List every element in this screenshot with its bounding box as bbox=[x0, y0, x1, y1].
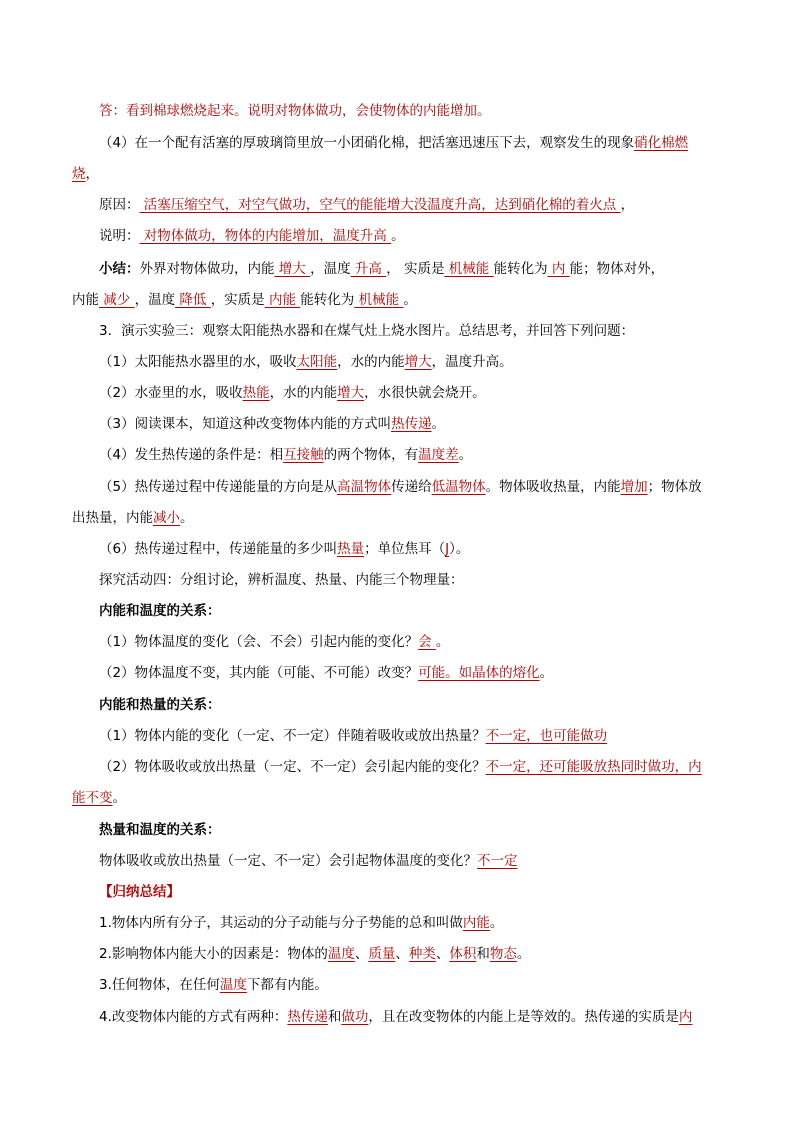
text: ， 实质是 bbox=[386, 261, 445, 277]
punctuation: ， bbox=[85, 166, 99, 182]
answer-blank: 种类 bbox=[408, 946, 436, 962]
text: 下都有内能。 bbox=[246, 977, 328, 993]
activity-4-line bbox=[99, 570, 464, 590]
text: 外界对物体做功，内能 bbox=[139, 261, 275, 277]
summary-heading bbox=[99, 882, 180, 902]
text: 探究活动四：分组讨论，辨析温度、热量、内能三个物理量： bbox=[99, 572, 464, 588]
section-heading bbox=[99, 695, 221, 715]
answer-blank: 质量 bbox=[368, 946, 396, 962]
answer-blank: 温度 bbox=[219, 977, 247, 993]
answer-blank: 增大 bbox=[337, 385, 365, 401]
answer-blank: 烧 bbox=[72, 166, 86, 182]
q-internal-temp-1 bbox=[99, 632, 449, 652]
text: 1.物体内所有分子，其运动的分子动能与分子势能的总和叫做 bbox=[99, 915, 463, 931]
item-3-line bbox=[99, 414, 445, 434]
answer-blank: 高温物体 bbox=[337, 479, 392, 495]
text: 、 bbox=[395, 946, 409, 962]
text: 。 bbox=[516, 946, 531, 962]
answer-blank: 不一定 bbox=[477, 853, 518, 869]
punctuation: 。 bbox=[391, 228, 405, 244]
text: 2.影响物体内能大小的因素是：物体的 bbox=[99, 946, 328, 962]
text: 能转化为 bbox=[493, 261, 548, 277]
text: 。物体吸收热量，内能 bbox=[485, 479, 621, 495]
answer-blank: 机械能 bbox=[444, 261, 494, 277]
text: 3.任何物体，在任何 bbox=[99, 977, 220, 993]
answer-blank: 不一定，也可能做功 bbox=[485, 728, 608, 744]
text: 。 bbox=[431, 416, 446, 432]
answer-blank: 不一定，还可能吸放热同时做功，内 bbox=[485, 759, 702, 775]
heading-text: 热量和温度的关系： bbox=[99, 822, 221, 838]
text: （3）阅读课本，知道这种改变物体内能的方式叫 bbox=[99, 416, 392, 432]
text: 能转化为 bbox=[300, 292, 355, 308]
answer-text: 答：看到棉球燃烧起来。说明对物体做功，会使物体的内能增加。 bbox=[99, 103, 491, 119]
heading-text: 内能和热量的关系： bbox=[99, 697, 221, 713]
item-4-line bbox=[99, 445, 472, 465]
explain-line bbox=[99, 226, 405, 246]
answer-blank: 做功 bbox=[341, 1009, 369, 1025]
answer-blank: 内 bbox=[678, 1009, 693, 1025]
summary-title: 小结： bbox=[99, 261, 140, 277]
text: 。 bbox=[539, 665, 554, 681]
text: 3．演示实验三：观察太阳能热水器和在煤气灶上烧水图片。总结思考，并回答下列问题： bbox=[99, 323, 635, 339]
text: 能；物体对外， bbox=[569, 261, 665, 277]
text: ，且在改变物体的内能上是等效的。热传递的实质是 bbox=[368, 1009, 679, 1025]
q-internal-heat-2 bbox=[99, 757, 702, 777]
answer-blank: 能不变 bbox=[72, 790, 113, 806]
answer-blank: 体积 bbox=[449, 946, 477, 962]
answer-blank: 热能 bbox=[242, 385, 270, 401]
text: （2）物体吸收或放出热量（一定、不一定）会引起内能的变化？ bbox=[99, 759, 486, 775]
section-heading bbox=[99, 601, 221, 621]
answer-blank: 增大 bbox=[274, 261, 311, 277]
text: 、 bbox=[354, 946, 369, 962]
reason-label: 原因： bbox=[99, 197, 140, 213]
text: ）。 bbox=[449, 541, 470, 557]
experiment-3-line bbox=[99, 321, 634, 341]
section-heading bbox=[99, 820, 221, 840]
punctuation: ， bbox=[620, 197, 635, 213]
answer-blank: 温度差 bbox=[418, 447, 459, 463]
text: ，水很快就会烧开。 bbox=[364, 385, 486, 401]
answer-blank: 太阳能 bbox=[296, 354, 338, 370]
text: 、 bbox=[435, 946, 450, 962]
text: （1）物体内能的变化（一定、不一定）伴随着吸收或放出热量？ bbox=[99, 728, 486, 744]
answer-blank: 减少 bbox=[99, 292, 135, 308]
text: ，实质是 bbox=[210, 292, 265, 308]
text: ，温度 bbox=[310, 261, 351, 277]
text: （2）物体温度不变，其内能（可能、不可能）改变？ bbox=[99, 665, 419, 681]
text: （6）热传递过程中，传递能量的多少叫 bbox=[99, 541, 338, 557]
text: 出热量，内能 bbox=[72, 510, 153, 526]
text: 。 bbox=[458, 447, 473, 463]
answer-blank: 减小 bbox=[153, 510, 180, 526]
reason-line bbox=[99, 195, 634, 215]
explain-label: 说明： bbox=[99, 228, 140, 244]
answer-blank: 内能 bbox=[264, 292, 301, 308]
text: 。 bbox=[489, 915, 504, 931]
item-2-line bbox=[99, 383, 486, 403]
text: ；单位焦耳（ bbox=[364, 541, 446, 557]
answer-blank: 热量 bbox=[337, 541, 365, 557]
q-internal-heat-1 bbox=[99, 726, 607, 746]
item-6-line bbox=[99, 539, 469, 559]
text: 。 bbox=[180, 510, 194, 526]
text: （1）物体温度的变化（会、不会）引起内能的变化？ bbox=[99, 634, 419, 650]
question-text: （4）在一个配有活塞的厚玻璃筒里放一小团硝化棉，把活塞迅速压下去，观察发生的现象 bbox=[99, 135, 635, 151]
text: 。 bbox=[435, 634, 450, 650]
text: 和 bbox=[476, 946, 490, 962]
text: 物体吸收或放出热量（一定、不一定）会引起物体温度的变化？ bbox=[99, 853, 477, 869]
answer-blank: 低温物体 bbox=[431, 479, 486, 495]
question-4-cont-line bbox=[72, 164, 99, 184]
item-1-line bbox=[99, 352, 513, 372]
text: ，水的内能 bbox=[269, 385, 338, 401]
heading-text: 内能和温度的关系： bbox=[99, 603, 221, 619]
answer-blank: 升高 bbox=[350, 261, 387, 277]
text: 。 bbox=[403, 292, 417, 308]
summary-item-4 bbox=[99, 1007, 692, 1027]
answer-blank: 增加 bbox=[620, 479, 648, 495]
text: 的两个物体，有 bbox=[323, 447, 419, 463]
text: ，水的内能 bbox=[337, 354, 405, 370]
text: 传递给 bbox=[391, 479, 432, 495]
q-internal-heat-2-cont bbox=[72, 788, 126, 808]
text: （1）太阳能热水器里的水，吸收 bbox=[99, 354, 297, 370]
answer-blank: 互接触 bbox=[283, 447, 324, 463]
summary-line bbox=[99, 259, 664, 279]
item-5-cont-line bbox=[72, 508, 194, 528]
answer-blank: 可能。如晶体的熔化 bbox=[418, 665, 540, 681]
text: ，温度升高。 bbox=[431, 354, 513, 370]
text: ；物体放 bbox=[647, 479, 702, 495]
heading-text: 【归纳总结】 bbox=[99, 884, 180, 900]
answer-blank: 内 bbox=[547, 261, 570, 277]
answer-line bbox=[99, 101, 491, 121]
answer-blank: 增大 bbox=[404, 354, 432, 370]
q-heat-temp bbox=[99, 851, 518, 871]
answer-blank: 热传递 bbox=[391, 416, 432, 432]
text: （2）水壶里的水，吸收 bbox=[99, 385, 243, 401]
answer-blank: 硝化棉燃 bbox=[634, 135, 689, 151]
summary-item-3 bbox=[99, 975, 328, 995]
text: 。 bbox=[112, 790, 126, 806]
q-internal-temp-2 bbox=[99, 663, 553, 683]
text: （4）发生热传递的条件是：相 bbox=[99, 447, 284, 463]
text: 内能 bbox=[72, 292, 99, 308]
answer-blank: 对物体做功，物体的内能增加，温度升高 bbox=[139, 228, 392, 244]
item-5-line bbox=[99, 477, 702, 497]
text: ，温度 bbox=[134, 292, 176, 308]
answer-blank: 热传递 bbox=[287, 1009, 328, 1025]
text: （5）热传递过程中传递能量的方向是从 bbox=[99, 479, 338, 495]
answer-blank: 会 bbox=[418, 634, 436, 650]
answer-blank: 机械能 bbox=[354, 292, 404, 308]
summary-cont-line bbox=[72, 290, 417, 310]
answer-blank: 物态 bbox=[489, 946, 517, 962]
answer-blank: 降低 bbox=[175, 292, 211, 308]
summary-item-1 bbox=[99, 913, 503, 933]
text: 和 bbox=[327, 1009, 342, 1025]
summary-item-2 bbox=[99, 944, 530, 964]
answer-blank: 活塞压缩空气，对空气做功，空气的能能增大没温度升高，达到硝化棉的着火点 bbox=[139, 197, 621, 213]
question-4-line bbox=[99, 133, 688, 153]
text: 4.改变物体内能的方式有两种： bbox=[99, 1009, 288, 1025]
answer-blank: 内能 bbox=[462, 915, 490, 931]
answer-blank: J bbox=[445, 541, 450, 557]
answer-blank: 温度 bbox=[327, 946, 355, 962]
